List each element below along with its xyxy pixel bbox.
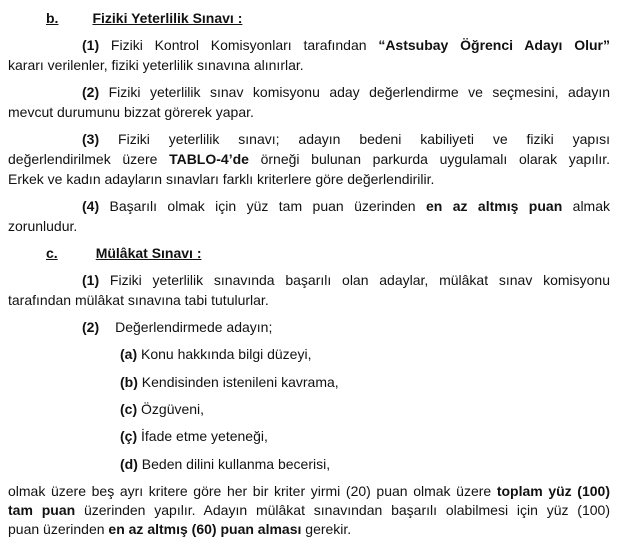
section-c-letter: c. <box>46 245 58 261</box>
section-b-paragraph-2-line-2: mevcut durumunu bizzat görerek yapar. <box>8 104 254 120</box>
section-b-paragraph-3-line-3: Erkek ve kadın adayların sınavları farklı kriterlere göre değerlendirilir. <box>8 171 435 187</box>
criteria-item: (a) Konu hakkında bilgi düzeyi, <box>120 346 312 362</box>
section-b-paragraph-1-line-1: (1) Fiziki Kontrol Komisyonları tarafından “Astsubay Öğrenci Adayı Olur” <box>82 37 610 53</box>
section-c-paragraph-2: (2) Değerlendirmede adayın; <box>82 319 273 335</box>
section-c-paragraph-1-line-1: (1) Fiziki yeterlilik sınavında başarılı olan adaylar, mülâkat sınav komisyonu <box>82 272 610 288</box>
section-b-title: Fiziki Yeterlilik Sınavı : <box>92 10 243 26</box>
criteria-item: (d) Beden dilini kullanma becerisi, <box>120 456 331 472</box>
section-b-paragraph-4-line-2: zorunludur. <box>8 218 78 234</box>
section-b-paragraph-3-line-1: (3) Fiziki yeterlilik sınavı; adayın bedeni kabiliyeti ve fiziki yapısı <box>82 131 610 147</box>
section-b-paragraph-4-line-1: (4) Başarılı olmak için yüz tam puan üzerinden en az altmış puan almak <box>82 198 610 214</box>
section-c-heading <box>46 245 202 261</box>
closing-paragraph-line-3: puan üzerinden en az altmış (60) puan alması gerekir. <box>8 521 352 537</box>
criteria-item: (b) Kendisinden istenileni kavrama, <box>120 374 339 390</box>
section-b-heading <box>46 10 242 26</box>
criteria-item: (c) Özgüveni, <box>120 401 205 417</box>
section-b-paragraph-2-line-1: (2) Fiziki yeterlilik sınav komisyonu aday değerlendirme ve seçmesini, adayın <box>82 84 610 100</box>
section-b-paragraph-3-line-2: değerlendirilmek üzere TABLO-4’de örneği bulunan parkurda uygulamalı olarak yapılır. <box>8 151 610 167</box>
criteria-item: (ç) İfade etme yeteneği, <box>120 428 268 444</box>
section-b-paragraph-1-line-2: kararı verilenler, fiziki yeterlilik sınavına alınırlar. <box>8 57 304 73</box>
closing-paragraph-line-2: tam puan üzerinden yapılır. Adayın mülâkat sınavından başarılı olabilmesi için yüz (100) <box>8 502 610 518</box>
section-c-title: Mülâkat Sınavı : <box>95 245 202 261</box>
closing-paragraph-line-1: olmak üzere beş ayrı kritere göre her bir kriter yirmi (20) puan olmak üzere toplam yüz (100) <box>8 483 610 499</box>
section-c-paragraph-1-line-2: tarafından mülâkat sınavına tabi tutulurlar. <box>8 292 269 308</box>
section-b-letter: b. <box>46 10 59 26</box>
